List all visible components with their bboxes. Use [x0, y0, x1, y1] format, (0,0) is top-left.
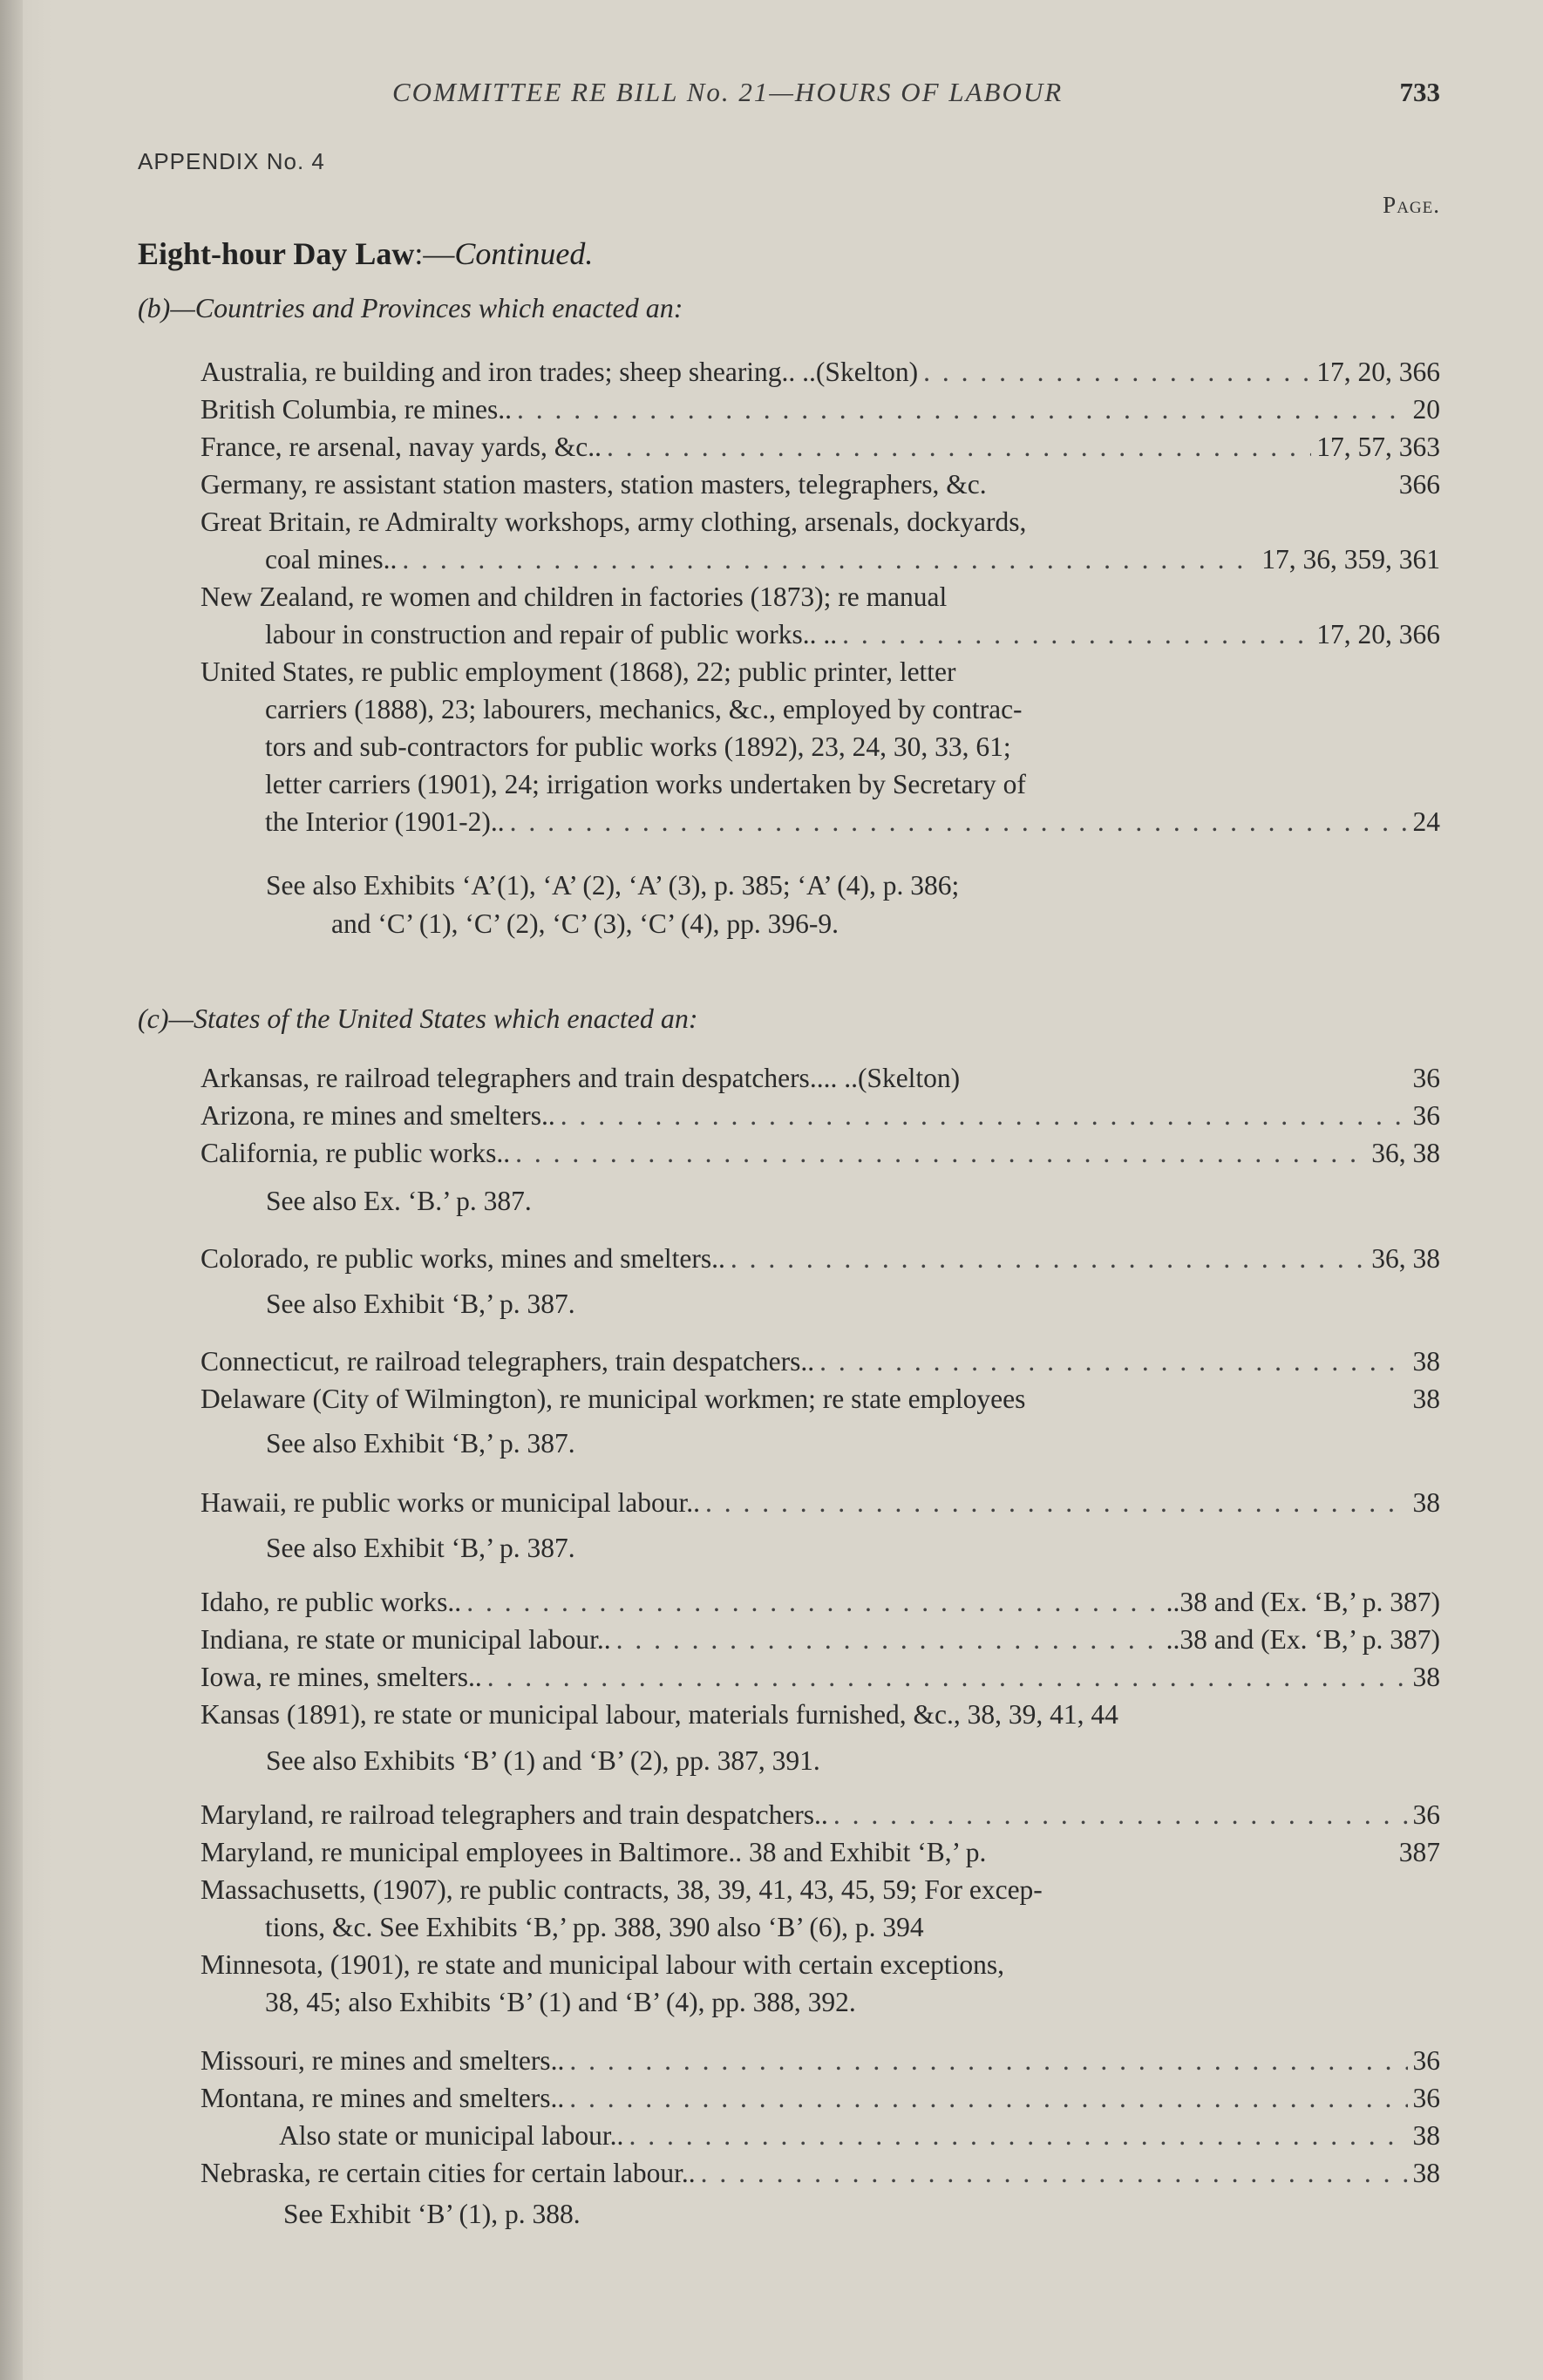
entry-pages: 38: [1412, 1662, 1440, 1692]
entry-text: Australia, re building and iron trades; sheep shearing.. ..(Skelton): [201, 357, 919, 387]
entry-text: Indiana, re state or municipal labour..: [201, 1624, 611, 1655]
main-heading-sep: :—: [414, 236, 455, 271]
page-column-label: Page.: [1383, 192, 1440, 218]
entry-text: tors and sub-contractors for public works (1892), 23, 24, 30, 33, 61;: [265, 731, 1011, 762]
entry-text: Connecticut, re railroad telegraphers, train despatchers..: [201, 1346, 815, 1377]
see-also-line: and ‘C’ (1), ‘C’ (2), ‘C’ (3), ‘C’ (4), pp. 396-9.: [331, 908, 839, 939]
section-c-heading: (c)—States of the United States which enacted an:: [138, 1003, 698, 1034]
index-entry: [201, 1240, 1440, 1277]
entry-text: coal mines..: [265, 544, 398, 575]
index-entry: [201, 353, 1440, 840]
entry-pages: 17, 20, 366: [1316, 619, 1440, 649]
entry-pages: ..38 and (Ex. ‘B,’ p. 387): [1166, 1624, 1440, 1655]
entry-pages: 36: [1412, 2045, 1440, 2076]
entry-text: Minnesota, (1901), re state and municipal labour with certain exceptions,: [201, 1949, 1004, 1980]
see-also-line: See also Exhibit ‘B,’ p. 387.: [266, 1428, 575, 1459]
entry-pages: 387: [1398, 1837, 1440, 1867]
entry-pages: ..38 and (Ex. ‘B,’ p. 387): [1166, 1587, 1440, 1617]
entry-pages: 24: [1412, 806, 1440, 837]
main-heading-continued: Continued.: [454, 236, 594, 271]
entry-pages: 17, 57, 363: [1316, 432, 1440, 462]
entry-text: the Interior (1901-2)..: [265, 806, 505, 837]
entry-text: 38, 45; also Exhibits ‘B’ (1) and ‘B’ (4), pp. 388, 392.: [265, 1987, 856, 2017]
entry-text: Arkansas, re railroad telegraphers and train despatchers.... ..(Skelton): [201, 1063, 961, 1093]
entry-pages: 36: [1412, 1063, 1440, 1093]
entry-pages: 38: [1412, 1487, 1440, 1518]
entry-text: Colorado, re public works, mines and smelters..: [201, 1243, 725, 1274]
entry-text: Hawaii, re public works or municipal labour..: [201, 1487, 700, 1518]
page-number: 733: [1399, 77, 1440, 107]
entry-pages: 20: [1412, 394, 1440, 425]
see-also-line: See also Exhibits ‘A’(1), ‘A’ (2), ‘A’ (3), p. 385; ‘A’ (4), p. 386;: [266, 870, 960, 901]
index-entry: [201, 1583, 1440, 1733]
entry-pages: 36: [1412, 2083, 1440, 2113]
entry-text: carriers (1888), 23; labourers, mechanics, &c., employed by contrac-: [265, 694, 1023, 724]
main-heading-bold: Eight-hour Day Law: [138, 236, 415, 271]
entry-pages: 38: [1412, 1346, 1440, 1377]
entry-text: California, re public works..: [201, 1138, 511, 1168]
entry-text: Montana, re mines and smelters..: [201, 2083, 565, 2113]
entry-text: British Columbia, re mines..: [201, 394, 512, 425]
entry-pages: 36, 38: [1371, 1138, 1440, 1168]
see-also-line: See also Exhibit ‘B,’ p. 387.: [266, 1289, 575, 1319]
entry-text: labour in construction and repair of public works.. ..: [265, 619, 838, 649]
entry-text: United States, re public employment (1868), 22; public printer, letter: [201, 656, 956, 687]
entry-text: Great Britain, re Admiralty workshops, army clothing, arsenals, dockyards,: [201, 507, 1027, 537]
entry-text: New Zealand, re women and children in factories (1873); re manual: [201, 581, 948, 612]
see-also-line: See also Ex. ‘B.’ p. 387.: [266, 1186, 532, 1216]
entry-text: Missouri, re mines and smelters..: [201, 2045, 565, 2076]
entry-text: Also state or municipal labour..: [279, 2120, 624, 2151]
see-also-line: See also Exhibit ‘B,’ p. 387.: [266, 1533, 575, 1563]
entry-text: Nebraska, re certain cities for certain labour..: [201, 2158, 696, 2188]
entry-pages: 366: [1398, 469, 1440, 500]
entry-text: Arizona, re mines and smelters..: [201, 1100, 555, 1131]
entry-pages: 36: [1412, 1799, 1440, 1830]
index-entry: [201, 1343, 1440, 1418]
entry-text: Delaware (City of Wilmington), re municipal workmen; re state employees: [201, 1384, 1026, 1414]
index-entry: [201, 2042, 1440, 2192]
section-b-heading: (b)—Countries and Provinces which enacted an:: [138, 292, 683, 323]
index-entry: [201, 1059, 1440, 1172]
running-head: COMMITTEE RE BILL No. 21—HOURS OF LABOUR: [392, 77, 1064, 107]
entry-pages: 38: [1412, 2158, 1440, 2188]
entry-pages: 17, 20, 366: [1316, 357, 1440, 387]
entry-pages: 38: [1412, 2120, 1440, 2151]
entry-text: Idaho, re public works..: [201, 1587, 462, 1617]
main-heading: [138, 235, 593, 272]
entry-text: France, re arsenal, navay yards, &c..: [201, 432, 602, 462]
index-entry: [201, 1796, 1440, 2021]
entry-pages: 38: [1412, 1384, 1440, 1414]
entry-text: Maryland, re municipal employees in Baltimore.. 38 and Exhibit ‘B,’ p.: [201, 1837, 987, 1867]
entry-text: tions, &c. See Exhibits ‘B,’ pp. 388, 390 also ‘B’ (6), p. 394: [265, 1912, 924, 1942]
entry-text: letter carriers (1901), 24; irrigation works undertaken by Secretary of: [265, 769, 1026, 799]
entry-text: Kansas (1891), re state or municipal labour, materials furnished, &c., 38, 39, 41, 44: [201, 1699, 1118, 1730]
entry-text: Iowa, re mines, smelters..: [201, 1662, 482, 1692]
see-also-line: See also Exhibits ‘B’ (1) and ‘B’ (2), pp. 387, 391.: [266, 1745, 820, 1776]
binding-edge: [0, 0, 23, 2380]
entry-text: Massachusetts, (1907), re public contracts, 38, 39, 41, 43, 45, 59; For excep-: [201, 1874, 1043, 1905]
entry-pages: 36, 38: [1371, 1243, 1440, 1274]
entry-pages: 17, 36, 359, 361: [1261, 544, 1440, 575]
appendix-label: APPENDIX No. 4: [138, 148, 325, 174]
entry-pages: 36: [1412, 1100, 1440, 1131]
entry-text: Germany, re assistant station masters, station masters, telegraphers, &c.: [201, 469, 987, 500]
entry-text: Maryland, re railroad telegraphers and train despatchers..: [201, 1799, 828, 1830]
see-also-line: See Exhibit ‘B’ (1), p. 388.: [283, 2199, 581, 2229]
index-entry: [201, 1484, 1440, 1521]
